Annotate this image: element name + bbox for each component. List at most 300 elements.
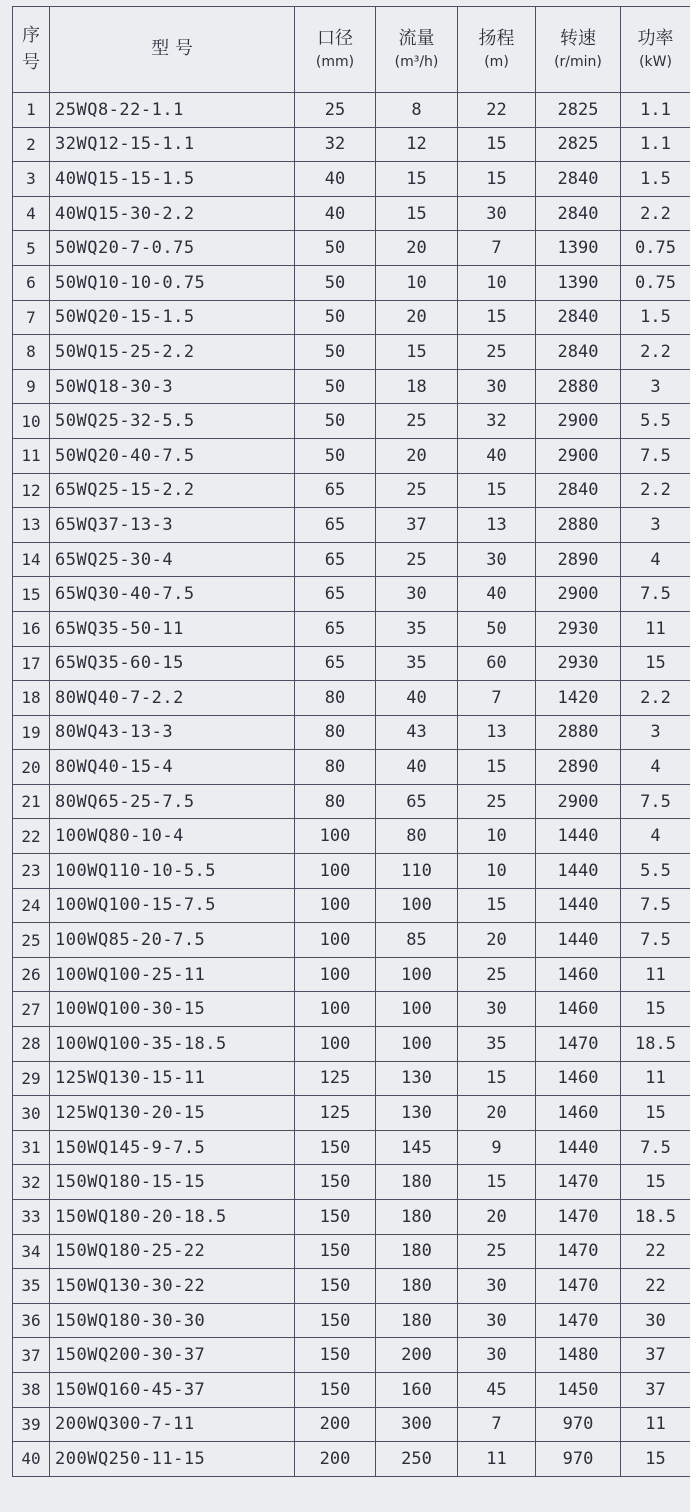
cell-diameter: 65 <box>295 577 376 612</box>
cell-power: 37 <box>621 1372 690 1407</box>
cell-model: 65WQ25-30-4 <box>50 542 295 577</box>
cell-flow: 85 <box>376 923 458 958</box>
cell-no: 21 <box>13 784 50 819</box>
cell-flow: 15 <box>376 162 458 197</box>
header-no-line2: 号 <box>22 51 40 73</box>
cell-head: 40 <box>458 577 536 612</box>
cell-power: 15 <box>621 1096 690 1131</box>
cell-no: 28 <box>13 1027 50 1062</box>
cell-speed: 2890 <box>536 750 621 785</box>
cell-diameter: 65 <box>295 542 376 577</box>
cell-no: 38 <box>13 1372 50 1407</box>
table-row <box>13 611 690 646</box>
cell-flow: 10 <box>376 265 458 300</box>
cell-model: 80WQ40-7-2.2 <box>50 681 295 716</box>
table-row <box>13 335 690 370</box>
cell-power: 11 <box>621 1407 690 1442</box>
cell-head: 25 <box>458 784 536 819</box>
cell-speed: 2900 <box>536 438 621 473</box>
table-row <box>13 750 690 785</box>
cell-diameter: 50 <box>295 438 376 473</box>
cell-diameter: 25 <box>295 93 376 128</box>
cell-head: 20 <box>458 1096 536 1131</box>
cell-power: 3 <box>621 369 690 404</box>
cell-no: 18 <box>13 681 50 716</box>
cell-head: 15 <box>458 1061 536 1096</box>
cell-head: 25 <box>458 1234 536 1269</box>
cell-no: 36 <box>13 1303 50 1338</box>
cell-head: 10 <box>458 854 536 889</box>
cell-diameter: 200 <box>295 1407 376 1442</box>
cell-head: 10 <box>458 819 536 854</box>
cell-power: 15 <box>621 1442 690 1477</box>
cell-diameter: 50 <box>295 300 376 335</box>
cell-speed: 970 <box>536 1407 621 1442</box>
cell-power: 4 <box>621 819 690 854</box>
cell-speed: 1460 <box>536 1096 621 1131</box>
table-row <box>13 196 690 231</box>
table-row <box>13 404 690 439</box>
cell-speed: 1460 <box>536 992 621 1027</box>
cell-power: 18.5 <box>621 1027 690 1062</box>
table-row <box>13 888 690 923</box>
header-model: 型 号 <box>50 7 295 93</box>
cell-flow: 37 <box>376 508 458 543</box>
cell-no: 39 <box>13 1407 50 1442</box>
cell-head: 9 <box>458 1130 536 1165</box>
cell-flow: 25 <box>376 542 458 577</box>
header-power <box>621 7 690 93</box>
cell-no: 9 <box>13 369 50 404</box>
cell-head: 30 <box>458 542 536 577</box>
cell-head: 30 <box>458 369 536 404</box>
cell-head: 10 <box>458 265 536 300</box>
cell-diameter: 65 <box>295 508 376 543</box>
header-no <box>13 7 50 93</box>
cell-head: 30 <box>458 196 536 231</box>
cell-flow: 300 <box>376 1407 458 1442</box>
cell-head: 15 <box>458 888 536 923</box>
table-row <box>13 715 690 750</box>
cell-model: 65WQ37-13-3 <box>50 508 295 543</box>
cell-diameter: 80 <box>295 750 376 785</box>
cell-power: 22 <box>621 1234 690 1269</box>
cell-diameter: 50 <box>295 404 376 439</box>
cell-diameter: 65 <box>295 611 376 646</box>
cell-head: 20 <box>458 1200 536 1235</box>
cell-speed: 1440 <box>536 923 621 958</box>
cell-no: 22 <box>13 819 50 854</box>
cell-diameter: 32 <box>295 127 376 162</box>
header-speed <box>536 7 621 93</box>
cell-no: 13 <box>13 508 50 543</box>
cell-speed: 2930 <box>536 646 621 681</box>
cell-diameter: 150 <box>295 1303 376 1338</box>
cell-no: 35 <box>13 1269 50 1304</box>
table-row <box>13 923 690 958</box>
cell-flow: 20 <box>376 231 458 266</box>
cell-power: 22 <box>621 1269 690 1304</box>
cell-diameter: 150 <box>295 1165 376 1200</box>
cell-head: 15 <box>458 127 536 162</box>
cell-model: 80WQ65-25-7.5 <box>50 784 295 819</box>
cell-power: 1.1 <box>621 127 690 162</box>
cell-speed: 2900 <box>536 577 621 612</box>
cell-model: 150WQ180-15-15 <box>50 1165 295 1200</box>
cell-power: 15 <box>621 992 690 1027</box>
cell-head: 15 <box>458 750 536 785</box>
cell-diameter: 100 <box>295 1027 376 1062</box>
table-row <box>13 300 690 335</box>
header-diameter-unit: (mm) <box>315 54 355 71</box>
cell-diameter: 150 <box>295 1234 376 1269</box>
cell-model: 150WQ130-30-22 <box>50 1269 295 1304</box>
table-row <box>13 127 690 162</box>
table-row <box>13 784 690 819</box>
cell-speed: 1440 <box>536 1130 621 1165</box>
cell-speed: 2880 <box>536 508 621 543</box>
cell-speed: 2900 <box>536 784 621 819</box>
cell-speed: 1440 <box>536 854 621 889</box>
cell-diameter: 100 <box>295 957 376 992</box>
cell-flow: 180 <box>376 1200 458 1235</box>
cell-head: 60 <box>458 646 536 681</box>
cell-speed: 1470 <box>536 1027 621 1062</box>
cell-speed: 2900 <box>536 404 621 439</box>
table-row <box>13 957 690 992</box>
cell-no: 15 <box>13 577 50 612</box>
table-row <box>13 438 690 473</box>
cell-speed: 2880 <box>536 369 621 404</box>
cell-diameter: 50 <box>295 369 376 404</box>
cell-head: 7 <box>458 231 536 266</box>
cell-flow: 180 <box>376 1269 458 1304</box>
cell-no: 33 <box>13 1200 50 1235</box>
cell-model: 150WQ180-25-22 <box>50 1234 295 1269</box>
cell-no: 24 <box>13 888 50 923</box>
cell-flow: 80 <box>376 819 458 854</box>
cell-power: 11 <box>621 957 690 992</box>
header-power-label: 功率 <box>637 28 674 50</box>
header-no-line1: 序 <box>22 25 40 47</box>
cell-speed: 970 <box>536 1442 621 1477</box>
cell-diameter: 150 <box>295 1130 376 1165</box>
cell-flow: 12 <box>376 127 458 162</box>
table-row <box>13 1027 690 1062</box>
cell-head: 45 <box>458 1372 536 1407</box>
table-row <box>13 1407 690 1442</box>
table-row <box>13 542 690 577</box>
cell-no: 37 <box>13 1338 50 1373</box>
cell-model: 65WQ25-15-2.2 <box>50 473 295 508</box>
cell-power: 7.5 <box>621 923 690 958</box>
cell-no: 16 <box>13 611 50 646</box>
cell-speed: 1440 <box>536 819 621 854</box>
cell-model: 200WQ300-7-11 <box>50 1407 295 1442</box>
cell-speed: 2930 <box>536 611 621 646</box>
cell-head: 7 <box>458 1407 536 1442</box>
cell-flow: 25 <box>376 404 458 439</box>
cell-power: 3 <box>621 508 690 543</box>
table-row <box>13 1372 690 1407</box>
cell-model: 65WQ35-50-11 <box>50 611 295 646</box>
header-power-unit: (kW) <box>639 54 672 71</box>
cell-model: 65WQ35-60-15 <box>50 646 295 681</box>
cell-speed: 1390 <box>536 265 621 300</box>
cell-model: 100WQ80-10-4 <box>50 819 295 854</box>
cell-no: 32 <box>13 1165 50 1200</box>
cell-flow: 40 <box>376 750 458 785</box>
cell-model: 100WQ100-30-15 <box>50 992 295 1027</box>
cell-no: 20 <box>13 750 50 785</box>
cell-head: 11 <box>458 1442 536 1477</box>
cell-model: 200WQ250-11-15 <box>50 1442 295 1477</box>
cell-model: 80WQ40-15-4 <box>50 750 295 785</box>
cell-head: 30 <box>458 1303 536 1338</box>
cell-model: 100WQ110-10-5.5 <box>50 854 295 889</box>
cell-head: 20 <box>458 923 536 958</box>
cell-flow: 43 <box>376 715 458 750</box>
cell-power: 5.5 <box>621 854 690 889</box>
cell-no: 6 <box>13 265 50 300</box>
cell-power: 4 <box>621 542 690 577</box>
cell-no: 40 <box>13 1442 50 1477</box>
table-row <box>13 1061 690 1096</box>
header-speed-unit: (r/min) <box>554 54 602 71</box>
cell-speed: 1480 <box>536 1338 621 1373</box>
table-row <box>13 854 690 889</box>
cell-head: 30 <box>458 1338 536 1373</box>
cell-diameter: 200 <box>295 1442 376 1477</box>
table-body <box>13 93 690 1477</box>
cell-no: 31 <box>13 1130 50 1165</box>
cell-no: 3 <box>13 162 50 197</box>
cell-flow: 15 <box>376 335 458 370</box>
cell-power: 4 <box>621 750 690 785</box>
cell-head: 30 <box>458 1269 536 1304</box>
cell-diameter: 80 <box>295 784 376 819</box>
cell-no: 17 <box>13 646 50 681</box>
cell-flow: 100 <box>376 957 458 992</box>
cell-flow: 180 <box>376 1165 458 1200</box>
cell-no: 1 <box>13 93 50 128</box>
table-row <box>13 1234 690 1269</box>
cell-power: 2.2 <box>621 196 690 231</box>
cell-power: 1.5 <box>621 300 690 335</box>
cell-model: 50WQ10-10-0.75 <box>50 265 295 300</box>
table-row <box>13 369 690 404</box>
header-speed-label: 转速 <box>560 28 596 50</box>
cell-speed: 2890 <box>536 542 621 577</box>
cell-flow: 8 <box>376 93 458 128</box>
cell-power: 7.5 <box>621 784 690 819</box>
table-row <box>13 992 690 1027</box>
cell-power: 11 <box>621 1061 690 1096</box>
cell-diameter: 150 <box>295 1269 376 1304</box>
table-row <box>13 681 690 716</box>
table-row <box>13 1269 690 1304</box>
cell-head: 15 <box>458 162 536 197</box>
cell-diameter: 40 <box>295 162 376 197</box>
cell-head: 50 <box>458 611 536 646</box>
cell-model: 50WQ15-25-2.2 <box>50 335 295 370</box>
cell-speed: 2840 <box>536 300 621 335</box>
cell-model: 65WQ30-40-7.5 <box>50 577 295 612</box>
cell-model: 125WQ130-20-15 <box>50 1096 295 1131</box>
cell-head: 30 <box>458 992 536 1027</box>
table-row <box>13 162 690 197</box>
cell-flow: 130 <box>376 1096 458 1131</box>
cell-diameter: 150 <box>295 1338 376 1373</box>
cell-diameter: 125 <box>295 1096 376 1131</box>
cell-head: 7 <box>458 681 536 716</box>
cell-no: 30 <box>13 1096 50 1131</box>
cell-model: 40WQ15-15-1.5 <box>50 162 295 197</box>
cell-model: 50WQ20-7-0.75 <box>50 231 295 266</box>
cell-model: 50WQ20-40-7.5 <box>50 438 295 473</box>
cell-flow: 200 <box>376 1338 458 1373</box>
cell-no: 29 <box>13 1061 50 1096</box>
cell-no: 11 <box>13 438 50 473</box>
cell-flow: 65 <box>376 784 458 819</box>
cell-model: 150WQ200-30-37 <box>50 1338 295 1373</box>
table-row <box>13 231 690 266</box>
cell-flow: 180 <box>376 1234 458 1269</box>
cell-speed: 1460 <box>536 1061 621 1096</box>
cell-diameter: 80 <box>295 715 376 750</box>
table-row <box>13 508 690 543</box>
cell-model: 100WQ100-35-18.5 <box>50 1027 295 1062</box>
header-head-label: 扬程 <box>478 28 515 50</box>
cell-flow: 100 <box>376 1027 458 1062</box>
cell-head: 35 <box>458 1027 536 1062</box>
pump-spec-table <box>12 6 690 1477</box>
cell-head: 32 <box>458 404 536 439</box>
cell-head: 15 <box>458 1165 536 1200</box>
cell-power: 7.5 <box>621 577 690 612</box>
cell-head: 13 <box>458 508 536 543</box>
cell-model: 32WQ12-15-1.1 <box>50 127 295 162</box>
cell-diameter: 100 <box>295 819 376 854</box>
header-head-unit: (m) <box>484 54 509 71</box>
cell-flow: 100 <box>376 888 458 923</box>
cell-speed: 2840 <box>536 162 621 197</box>
cell-head: 25 <box>458 335 536 370</box>
header-diameter <box>295 7 376 93</box>
cell-speed: 2825 <box>536 127 621 162</box>
cell-flow: 130 <box>376 1061 458 1096</box>
cell-head: 40 <box>458 438 536 473</box>
cell-speed: 1470 <box>536 1269 621 1304</box>
cell-head: 25 <box>458 957 536 992</box>
cell-speed: 1470 <box>536 1165 621 1200</box>
table-row <box>13 1303 690 1338</box>
table-row <box>13 1200 690 1235</box>
cell-model: 125WQ130-15-11 <box>50 1061 295 1096</box>
cell-power: 7.5 <box>621 1130 690 1165</box>
cell-model: 40WQ15-30-2.2 <box>50 196 295 231</box>
cell-flow: 110 <box>376 854 458 889</box>
cell-flow: 35 <box>376 646 458 681</box>
cell-model: 80WQ43-13-3 <box>50 715 295 750</box>
cell-no: 10 <box>13 404 50 439</box>
cell-no: 2 <box>13 127 50 162</box>
cell-model: 50WQ25-32-5.5 <box>50 404 295 439</box>
cell-speed: 2840 <box>536 335 621 370</box>
cell-model: 150WQ180-30-30 <box>50 1303 295 1338</box>
cell-model: 100WQ85-20-7.5 <box>50 923 295 958</box>
header-flow-unit: (m³/h) <box>394 54 439 71</box>
cell-model: 25WQ8-22-1.1 <box>50 93 295 128</box>
table-row <box>13 1096 690 1131</box>
cell-power: 2.2 <box>621 335 690 370</box>
cell-no: 26 <box>13 957 50 992</box>
table-row <box>13 473 690 508</box>
cell-diameter: 100 <box>295 923 376 958</box>
cell-power: 37 <box>621 1338 690 1373</box>
cell-flow: 250 <box>376 1442 458 1477</box>
cell-no: 19 <box>13 715 50 750</box>
cell-speed: 1460 <box>536 957 621 992</box>
cell-diameter: 40 <box>295 196 376 231</box>
cell-model: 150WQ180-20-18.5 <box>50 1200 295 1235</box>
cell-flow: 145 <box>376 1130 458 1165</box>
cell-model: 50WQ18-30-3 <box>50 369 295 404</box>
cell-power: 7.5 <box>621 888 690 923</box>
header-flow-label: 流量 <box>398 28 435 50</box>
table-row <box>13 819 690 854</box>
cell-power: 2.2 <box>621 473 690 508</box>
cell-no: 14 <box>13 542 50 577</box>
cell-flow: 180 <box>376 1303 458 1338</box>
cell-head: 15 <box>458 300 536 335</box>
cell-speed: 1450 <box>536 1372 621 1407</box>
cell-no: 23 <box>13 854 50 889</box>
table-row <box>13 1338 690 1373</box>
cell-diameter: 65 <box>295 646 376 681</box>
cell-no: 25 <box>13 923 50 958</box>
cell-model: 150WQ145-9-7.5 <box>50 1130 295 1165</box>
cell-diameter: 80 <box>295 681 376 716</box>
cell-no: 27 <box>13 992 50 1027</box>
cell-flow: 25 <box>376 473 458 508</box>
cell-diameter: 100 <box>295 888 376 923</box>
cell-flow: 15 <box>376 196 458 231</box>
cell-speed: 1440 <box>536 888 621 923</box>
cell-flow: 160 <box>376 1372 458 1407</box>
cell-power: 0.75 <box>621 231 690 266</box>
table-row <box>13 1130 690 1165</box>
cell-flow: 20 <box>376 300 458 335</box>
table-row <box>13 93 690 128</box>
cell-diameter: 100 <box>295 854 376 889</box>
table-row <box>13 1165 690 1200</box>
table-row <box>13 577 690 612</box>
cell-no: 5 <box>13 231 50 266</box>
header-diameter-label: 口径 <box>317 28 353 50</box>
cell-flow: 18 <box>376 369 458 404</box>
cell-diameter: 150 <box>295 1200 376 1235</box>
header-head <box>458 7 536 93</box>
cell-speed: 2840 <box>536 196 621 231</box>
cell-flow: 35 <box>376 611 458 646</box>
cell-no: 8 <box>13 335 50 370</box>
cell-speed: 2840 <box>536 473 621 508</box>
cell-power: 3 <box>621 715 690 750</box>
cell-speed: 2825 <box>536 93 621 128</box>
cell-power: 18.5 <box>621 1200 690 1235</box>
cell-speed: 1470 <box>536 1303 621 1338</box>
